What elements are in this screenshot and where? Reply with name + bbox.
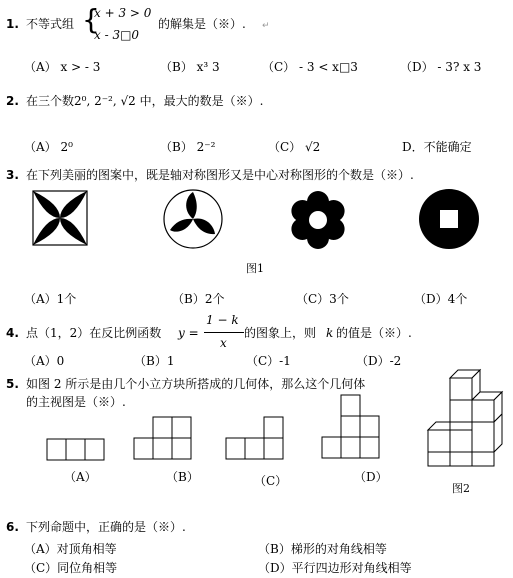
q2-option-c: （C） √2 bbox=[268, 140, 321, 154]
q5-option-d: （D） bbox=[354, 470, 388, 484]
q3-option-d: （D）4个 bbox=[414, 292, 468, 306]
q1-option-b: （B） x³ 3 bbox=[160, 60, 220, 74]
q4-stem-c: 的值是（※）. bbox=[336, 326, 412, 340]
q1-option-a: （A） x > - 3 bbox=[24, 60, 101, 74]
q6-number: 6. bbox=[6, 520, 19, 534]
q2-option-d: D．不能确定 bbox=[402, 140, 472, 154]
q1-number: 1. bbox=[6, 17, 19, 31]
q6-stem: 下列命题中，正确的是（※）. bbox=[26, 520, 186, 534]
q1-inequality-1: x + 3 > 0 bbox=[94, 6, 152, 20]
return-mark: ↵ bbox=[262, 21, 270, 31]
q4-function-denominator: x bbox=[220, 336, 227, 350]
q1-inequality-2: x - 3□0 bbox=[94, 28, 140, 42]
pattern-propeller-circle-icon bbox=[162, 188, 224, 250]
q4-option-d: （D）-2 bbox=[356, 354, 402, 368]
q4-option-c: （C）-1 bbox=[246, 354, 291, 368]
q4-variable-k: k bbox=[326, 326, 334, 340]
q1-stem-b: 的解集是（※）. bbox=[158, 17, 246, 31]
q5-option-a-figure bbox=[46, 438, 106, 462]
q3-stem: 在下列美丽的图案中，既是轴对称图形又是中心对称图形的个数是（※）. bbox=[26, 168, 414, 182]
q2-number: 2. bbox=[6, 94, 19, 108]
q4-stem-b: 的图象上，则 bbox=[244, 326, 317, 340]
q5-option-d-figure bbox=[320, 394, 382, 462]
q3-option-c: （C）3个 bbox=[296, 292, 349, 306]
figure-1-caption: 图1 bbox=[246, 262, 264, 275]
pattern-coin-icon bbox=[418, 188, 480, 250]
q5-line-1: 如图 2 所示是由几个小立方块所搭成的几何体，那么这个几何体 bbox=[26, 377, 366, 391]
q3-number: 3. bbox=[6, 168, 19, 182]
q6-option-c: （C）同位角相等 bbox=[24, 561, 118, 575]
q6-option-b: （B）梯形的对角线相等 bbox=[258, 542, 387, 556]
q2-stem: 在三个数2⁰, 2⁻², √2 中，最大的数是（※）. bbox=[26, 94, 264, 108]
q5-option-a: （A） bbox=[64, 470, 97, 484]
q4-stem-a: 点（1，2）在反比例函数 bbox=[26, 326, 162, 340]
figure-2-cubes bbox=[418, 366, 508, 476]
q5-option-b-figure bbox=[132, 416, 194, 462]
q3-option-a: （A）1个 bbox=[24, 292, 77, 306]
q5-number: 5. bbox=[6, 377, 19, 391]
figure-2-caption: 图2 bbox=[452, 482, 470, 495]
q3-option-b: （B）2个 bbox=[172, 292, 225, 306]
q4-option-a: （A）0 bbox=[24, 354, 65, 368]
q6-option-d: （D）平行四边形对角线相等 bbox=[258, 561, 412, 575]
q4-fraction-bar bbox=[204, 332, 244, 333]
q1-stem-a: 不等式组 bbox=[26, 17, 75, 31]
q1-option-c: （C） - 3 < x□3 bbox=[262, 60, 358, 74]
pattern-leaf-square-icon bbox=[32, 190, 88, 246]
q2-option-a: （A） 2⁰ bbox=[24, 140, 73, 154]
q4-option-b: （B）1 bbox=[134, 354, 175, 368]
q5-option-b: （B） bbox=[166, 470, 199, 484]
pattern-flower-icon bbox=[288, 190, 348, 250]
q4-function-lhs: y = bbox=[178, 326, 199, 340]
q6-option-a: （A）对顶角相等 bbox=[24, 542, 117, 556]
q4-number: 4. bbox=[6, 326, 19, 340]
q2-option-b: （B） 2⁻² bbox=[160, 140, 216, 154]
q1-option-d: （D） - 3? x 3 bbox=[400, 60, 482, 74]
q4-function-numerator: 1 − k bbox=[206, 313, 239, 327]
q5-option-c-figure bbox=[224, 416, 286, 462]
q5-option-c: （C） bbox=[254, 474, 288, 488]
q1-brace: { bbox=[82, 3, 100, 36]
q5-line-2: 的主视图是（※）. bbox=[26, 395, 126, 409]
